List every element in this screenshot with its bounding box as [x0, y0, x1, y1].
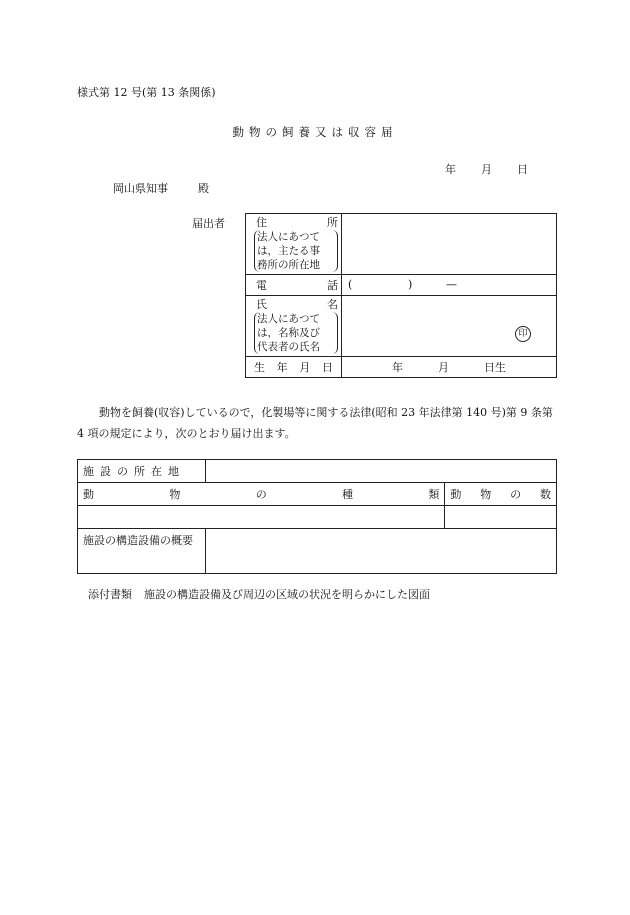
- date-year-label: 年: [445, 163, 456, 176]
- name-note-line: 法人にあつて: [257, 313, 320, 325]
- structure-field[interactable]: [206, 529, 557, 574]
- notifier-label: 届出者: [192, 217, 225, 230]
- birthdate-month: 月: [438, 361, 449, 374]
- species-label-char: 動: [83, 488, 94, 501]
- count-label-cell: [445, 483, 557, 506]
- name-label-cell: [246, 296, 342, 357]
- address-note-line: は，主たる事: [257, 245, 320, 257]
- name-label-char: 氏: [256, 298, 267, 311]
- species-label-char: 物: [169, 488, 181, 501]
- phone-label-char: 話: [327, 278, 338, 292]
- name-field[interactable]: [342, 296, 557, 357]
- addressee: [113, 180, 209, 196]
- birthdate-year: 年: [392, 361, 403, 374]
- phone-field[interactable]: [342, 275, 557, 296]
- birthdate-label-char: 日: [321, 361, 333, 374]
- birthdate-label-char: 年: [276, 361, 288, 374]
- count-label-char: 動: [450, 488, 462, 501]
- birthdate-label-char: 月: [299, 361, 311, 374]
- count-label-char: の: [510, 488, 522, 501]
- birthdate-day: 日生: [484, 361, 506, 374]
- birthdate-field[interactable]: [342, 357, 557, 378]
- statement-text: 動物を飼養(収容)しているので，化製場等に関する法律(昭和 23 年法律第 140 号)第 9 条第 4 項の規定により，次のとおり届け出ます。: [77, 406, 553, 440]
- facility-location-field[interactable]: [206, 460, 557, 483]
- address-note-line: 務所の所在地: [257, 259, 320, 271]
- date-month-label: 月: [481, 163, 492, 176]
- phone-label-cell: [246, 275, 342, 296]
- phone-close-paren: ): [408, 278, 413, 291]
- notifier-table: [245, 213, 557, 378]
- name-note-line: は，名称及び: [257, 327, 320, 339]
- address-label-char: 所: [327, 216, 338, 229]
- name-label-char: 名: [327, 298, 338, 311]
- addressee-suffix: 殿: [198, 182, 209, 195]
- species-label-char: 種: [342, 488, 354, 501]
- structure-label: 施設の構造設備の概要: [78, 529, 206, 574]
- species-label-char: 類: [428, 488, 440, 501]
- phone-dash: —: [446, 278, 457, 291]
- address-note-line: 法人にあつて: [257, 231, 320, 243]
- form-title: 動物の飼養又は収容届: [232, 125, 398, 139]
- name-note-line: 代表者の氏名: [257, 341, 320, 353]
- species-field[interactable]: [78, 506, 445, 529]
- species-label-char: の: [255, 488, 267, 501]
- count-field[interactable]: [445, 506, 557, 529]
- addressee-name: 岡山県知事: [113, 182, 168, 195]
- address-label-char: 住: [256, 216, 267, 229]
- name-note: [254, 312, 338, 354]
- facility-table: [77, 459, 557, 574]
- seal-mark: 印: [515, 326, 531, 342]
- count-label-char: 物: [480, 488, 492, 501]
- attachments-line: [88, 586, 430, 602]
- statement: [77, 402, 557, 444]
- species-label-cell: [78, 483, 445, 506]
- date-day-label: 日: [517, 163, 528, 176]
- date-line: [445, 161, 528, 177]
- address-field[interactable]: [342, 214, 557, 275]
- birthdate-label-char: 生: [254, 361, 265, 374]
- address-label-cell: [246, 214, 342, 275]
- facility-location-label: 施設の所在地: [78, 460, 206, 483]
- address-note: [254, 230, 338, 272]
- attachments-label: 添付書類: [88, 588, 132, 601]
- count-label-char: 数: [539, 488, 551, 501]
- form-number: 様式第 12 号(第 13 条関係): [77, 86, 216, 99]
- phone-label-char: 電: [256, 278, 267, 292]
- attachments-text: 施設の構造設備及び周辺の区域の状況を明らかにした図面: [144, 588, 430, 601]
- phone-open-paren: (: [348, 278, 353, 291]
- birthdate-label-cell: [246, 357, 342, 378]
